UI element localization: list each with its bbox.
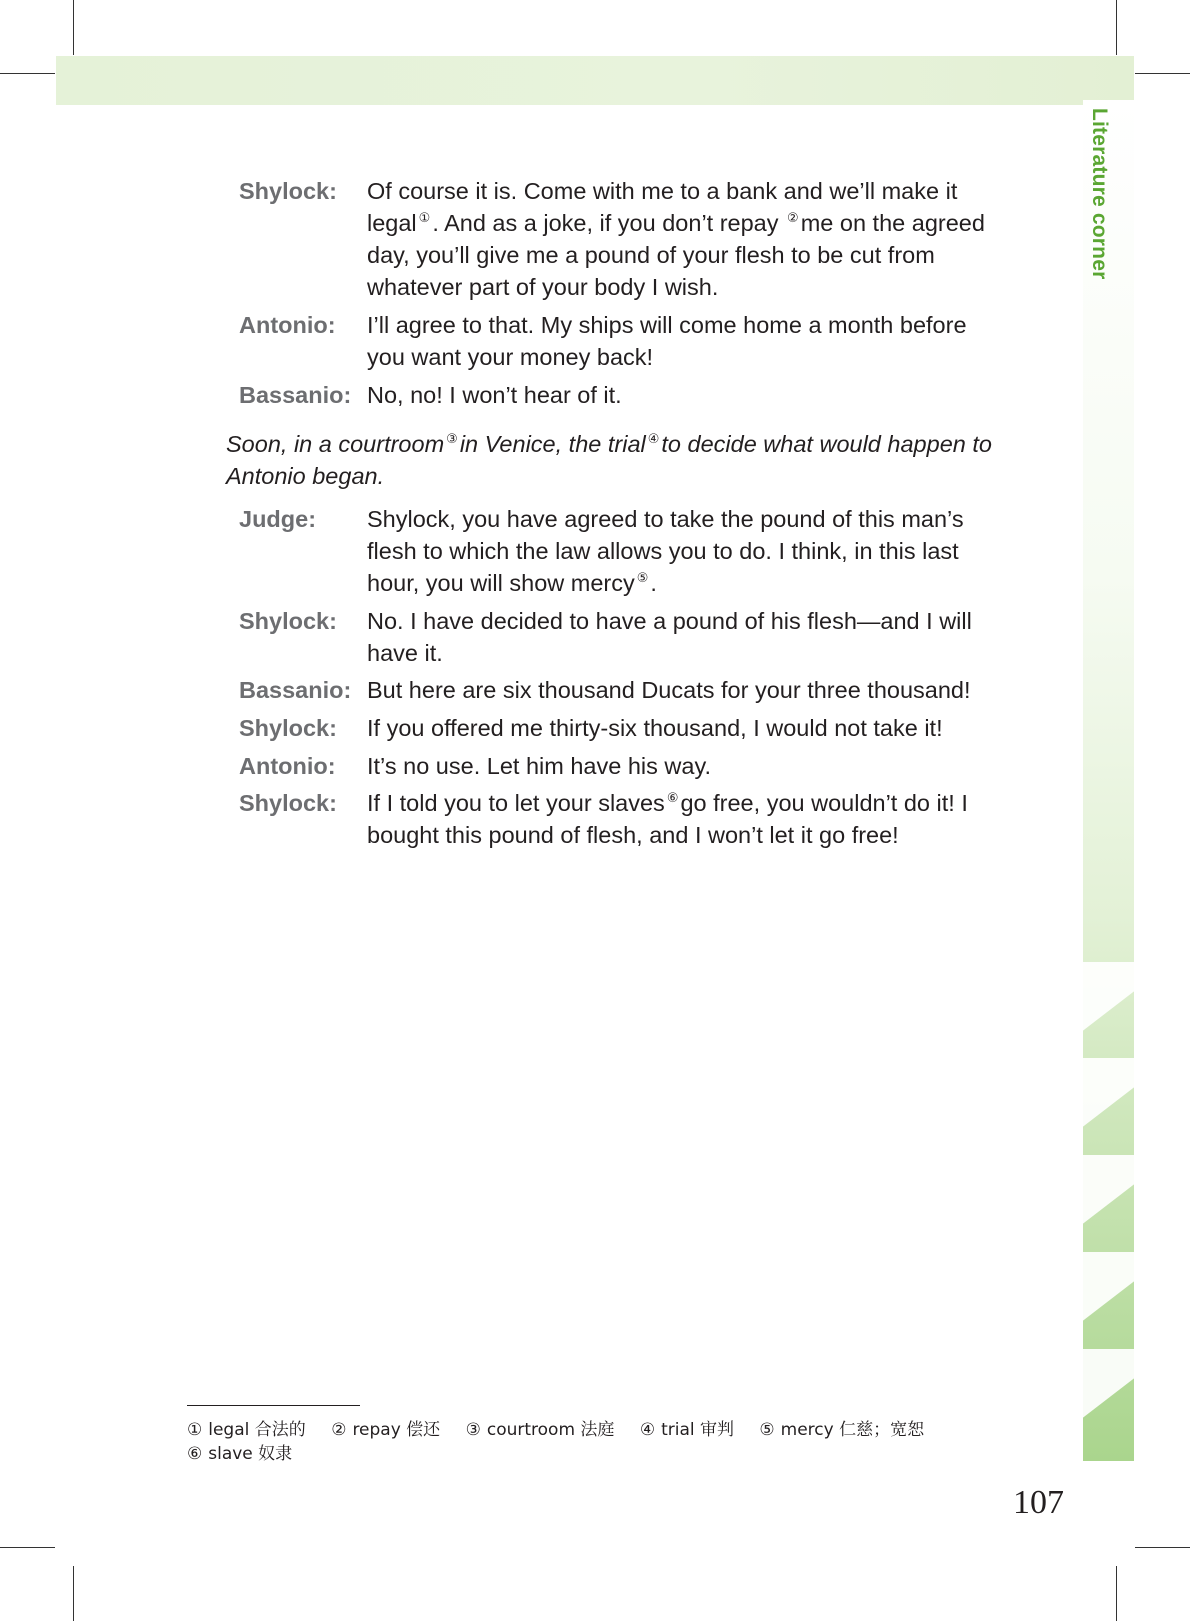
dialogue-line: If you offered me thirty-six thousand, I would not take it! xyxy=(367,715,943,741)
footnote-number: ④ xyxy=(639,1420,656,1440)
dialogue-text: go free, you wouldn’t do it! I xyxy=(680,790,968,816)
dialogue-text: hour, you will show mercy xyxy=(367,570,635,596)
narration-text: in Venice, the trial xyxy=(459,431,646,457)
speaker-label: Bassanio: xyxy=(239,382,352,408)
footnote-number: ⑥ xyxy=(187,1444,203,1464)
dialogue-line: No, no! I won’t hear of it. xyxy=(367,382,622,408)
narration-line xyxy=(226,428,992,460)
footnote-rule xyxy=(187,1405,360,1406)
dialogue-line: day, you’ll give me a pound of your flesh to be cut from xyxy=(367,242,935,268)
dialogue-text: legal xyxy=(367,210,417,236)
crop-mark xyxy=(1116,0,1117,55)
speaker-label: Shylock: xyxy=(239,178,337,204)
dialogue-line xyxy=(367,207,985,239)
footnote-text: trial 审判 xyxy=(661,1420,734,1440)
dialogue-line: have it. xyxy=(367,640,443,666)
dialogue-line: bought this pound of flesh, and I won’t let it go free! xyxy=(367,822,899,848)
crop-mark xyxy=(0,73,55,74)
dialogue-line: I’ll agree to that. My ships will come home a month before xyxy=(367,312,967,338)
speaker-label: Shylock: xyxy=(239,608,337,634)
footnote-marker: ① xyxy=(418,211,431,226)
footnote-marker: ④ xyxy=(647,432,660,447)
footnote-number: ⑤ xyxy=(759,1420,775,1440)
dialogue-line: No. I have decided to have a pound of his flesh—and I will xyxy=(367,608,972,634)
footnote-item xyxy=(187,1444,292,1464)
footnote-marker: ⑥ xyxy=(666,791,679,806)
footnote-line xyxy=(187,1418,944,1442)
footnote-text: courtroom 法庭 xyxy=(486,1420,615,1440)
footnote-item xyxy=(466,1420,615,1440)
dialogue-line: But here are six thousand Ducats for your three thousand! xyxy=(367,677,971,703)
footnote-number: ③ xyxy=(465,1420,481,1440)
footnote-marker: ⑤ xyxy=(636,571,649,586)
speaker-label: Antonio: xyxy=(239,312,336,338)
crop-mark xyxy=(1135,73,1190,74)
footnote-number: ② xyxy=(331,1420,347,1440)
speaker-label: Shylock: xyxy=(239,715,337,741)
dialogue-text: If I told you to let your slaves xyxy=(367,790,665,816)
speaker-label: Antonio: xyxy=(239,753,336,779)
dialogue-line: It’s no use. Let him have his way. xyxy=(367,753,711,779)
speaker-label: Shylock: xyxy=(239,790,337,816)
footnote-item xyxy=(640,1420,734,1440)
speaker-label: Judge: xyxy=(239,506,317,532)
dialogue-line: flesh to which the law allows you to do. I think, in this last xyxy=(367,538,959,564)
footnote-text: slave 奴隶 xyxy=(208,1444,293,1464)
footnote-text: repay 偿还 xyxy=(352,1420,441,1440)
dialogue-text: . xyxy=(650,570,657,596)
footnote-item xyxy=(187,1420,306,1440)
crop-mark xyxy=(1135,1547,1190,1548)
speaker-label: Bassanio: xyxy=(239,677,352,703)
dialogue-line xyxy=(367,787,968,819)
footnote-marker: ③ xyxy=(446,432,458,447)
narration-text: to decide what would happen to xyxy=(661,431,992,457)
dialogue-text: . And as a joke, if you don’t repay xyxy=(432,210,779,236)
footnote-item xyxy=(331,1420,440,1440)
section-tab-label: Literature corner xyxy=(1088,108,1111,280)
crop-mark xyxy=(73,1566,74,1621)
footnote-item xyxy=(759,1420,924,1440)
footnote-text: mercy 仁慈；宽恕 xyxy=(780,1420,925,1440)
dialogue-line: you want your money back! xyxy=(367,344,654,370)
header-band xyxy=(56,56,1134,105)
dialogue-line xyxy=(367,567,657,599)
page-number: 107 xyxy=(1013,1484,1064,1521)
footnote-line xyxy=(187,1442,312,1466)
crop-mark xyxy=(73,0,74,55)
footnote-marker: ② xyxy=(787,211,799,226)
dialogue-text: me on the agreed xyxy=(800,210,985,236)
footnote-number: ① xyxy=(187,1420,203,1440)
dialogue-line: Of course it is. Come with me to a bank and we’ll make it xyxy=(367,178,958,204)
footnote-text: legal 合法的 xyxy=(208,1420,306,1440)
dialogue-line: whatever part of your body I wish. xyxy=(367,274,719,300)
narration-line: Antonio began. xyxy=(226,463,385,489)
crop-mark xyxy=(1116,1566,1117,1621)
dialogue-line: Shylock, you have agreed to take the pound of this man’s xyxy=(367,506,964,532)
narration-text: Soon, in a courtroom xyxy=(226,431,445,457)
crop-mark xyxy=(0,1547,55,1548)
